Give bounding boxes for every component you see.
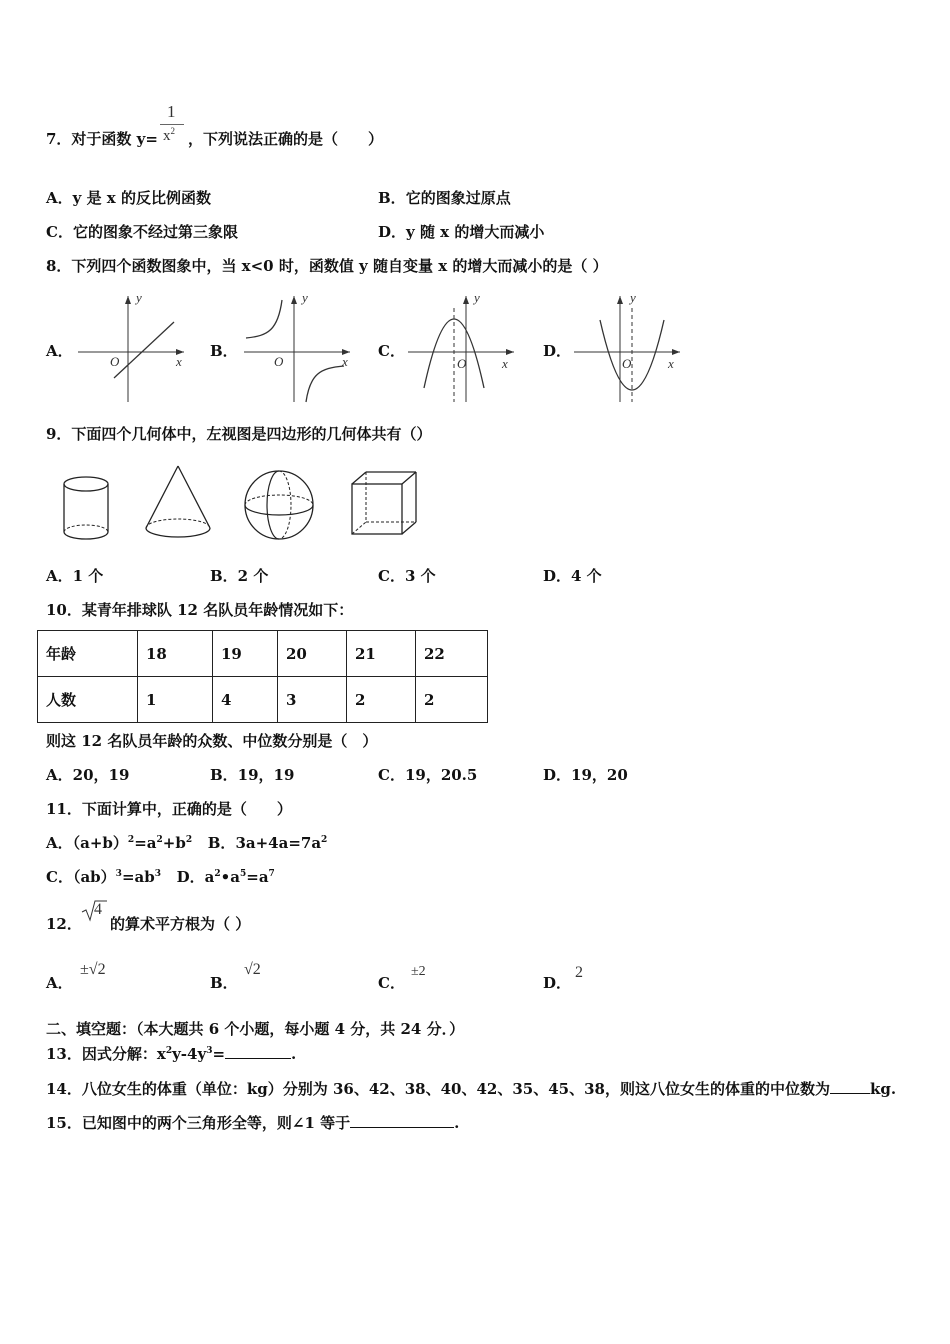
q8-option-c-label[interactable]: C． (378, 342, 405, 360)
q8-b-y-label: y (302, 290, 308, 305)
q11-option-b[interactable]: B．$3a+4a=7a^2$ (207, 834, 328, 852)
q8-b-origin: O (274, 354, 284, 369)
cylinder-icon (58, 474, 114, 544)
q10-option-a[interactable]: A．20，19 (46, 766, 130, 784)
q8-b-x-label: x (342, 354, 348, 369)
q14-answer-blank[interactable] (830, 1081, 870, 1094)
q9-option-d[interactable]: D．4 个 (543, 567, 602, 585)
q7-option-a[interactable]: A．y 是 x 的反比例函数 (46, 189, 211, 207)
cone-icon (140, 462, 216, 546)
q7-option-b[interactable]: B．它的图象过原点 (378, 189, 511, 207)
q8-graph-c (402, 290, 522, 405)
q12-number: 12． (46, 915, 82, 933)
q8-d-x-label: x (668, 356, 674, 371)
table-cell: 4 (213, 677, 278, 723)
q10-option-c[interactable]: C．19，20.5 (378, 766, 478, 784)
q10-question: 则这 12 名队员年龄的众数、中位数分别是（ ） (46, 732, 378, 750)
table-cell: 年龄 (38, 631, 138, 677)
q12-option-b-value[interactable]: √2 (244, 961, 261, 978)
table-row (38, 677, 488, 723)
q8-option-b-label[interactable]: B． (210, 342, 238, 360)
q8-graph-d (568, 290, 688, 405)
q7-fraction-numerator: 1 (167, 102, 176, 121)
q8-a-line (114, 322, 174, 378)
q12-option-b-label[interactable]: B． (210, 974, 238, 992)
q14-stem: 14．八位女生的体重（单位：kg）分别为 36、42、38、40、42、35、45、38，则这八位女生的体重的中位数为 kg. (46, 1080, 897, 1098)
table-cell: 1 (138, 677, 213, 723)
q10-option-d[interactable]: D．19，20 (543, 766, 628, 784)
q11-line-cd (46, 866, 275, 887)
q7-option-c[interactable]: C．它的图象不经过第三象限 (46, 223, 238, 241)
q13-stem: 13．因式分解：$x^2y-4y^3=$ . (46, 1045, 297, 1063)
q8-a-y-label: y (136, 290, 142, 305)
q12-stem: 的算术平方根为（ ） (110, 915, 251, 933)
table-cell: 2 (416, 677, 488, 723)
q10-stem: 10．某青年排球队 12 名队员年龄情况如下： (46, 601, 354, 619)
q12-option-d-value[interactable]: 2 (575, 964, 583, 981)
q7-fraction-denominator: $x^2$ (163, 126, 175, 144)
q8-d-y-label: y (630, 290, 636, 305)
table-cell: 19 (213, 631, 278, 677)
table-cell: 21 (347, 631, 416, 677)
q9-option-a[interactable]: A．1 个 (46, 567, 104, 585)
cube-icon (348, 468, 420, 538)
q12-option-a-label[interactable]: A． (46, 974, 73, 992)
q12-option-d-label[interactable]: D． (543, 974, 572, 992)
section-fill-in-title: 二、填空题：（本大题共 6 个小题，每小题 4 分，共 24 分．） (46, 1020, 465, 1038)
q11-option-a[interactable]: A．$(a+b)^2=a^2+b^2$ (46, 834, 193, 852)
table-cell: 3 (278, 677, 347, 723)
table-row (38, 631, 488, 677)
q11-line-ab (46, 832, 327, 853)
q11-stem: 11．下面计算中，正确的是（ ） (46, 800, 292, 818)
q13-answer-blank[interactable] (225, 1046, 291, 1059)
q11-option-d[interactable]: D．$a^2•a^5=a^7$ (176, 868, 275, 886)
sphere-icon (240, 466, 318, 544)
q12-option-c-label[interactable]: C． (378, 974, 405, 992)
table-cell: 22 (416, 631, 488, 677)
table-cell: 18 (138, 631, 213, 677)
q8-c-y-label: y (474, 290, 480, 305)
q8-graph-b (238, 290, 358, 405)
q9-option-b[interactable]: B．2 个 (210, 567, 269, 585)
q12-option-c-value[interactable]: ±2 (411, 964, 426, 979)
q8-stem: 8．下列四个函数图象中，当 x<0 时，函数值 y 随自变量 x 的增大而减小的是（ ） (46, 257, 608, 275)
q15-answer-blank[interactable] (350, 1115, 454, 1128)
table-cell: 人数 (38, 677, 138, 723)
q8-a-x-label: x (176, 354, 182, 369)
q10-option-b[interactable]: B．19，19 (210, 766, 295, 784)
q12-radicand: 4 (94, 901, 102, 918)
q8-c-x-label: x (502, 356, 508, 371)
q15-stem: 15．已知图中的两个三角形全等，则∠1 等于 . (46, 1114, 460, 1132)
q8-graph-a (72, 290, 192, 405)
q7-option-d[interactable]: D．y 随 x 的增大而减小 (378, 223, 545, 241)
q8-a-origin: O (110, 354, 120, 369)
q8-option-a-label[interactable]: A． (46, 342, 73, 360)
age-table (37, 630, 488, 723)
q9-stem: 9．下面四个几何体中，左视图是四边形的几何体共有（） (46, 425, 432, 443)
q8-d-origin: O (622, 356, 632, 371)
q8-c-origin: O (457, 356, 467, 371)
q7-fraction-bar (160, 124, 184, 125)
q8-b-branch-left (246, 300, 282, 338)
table-cell: 2 (347, 677, 416, 723)
q12-option-a-value[interactable]: ±√2 (80, 961, 106, 978)
q7-stem-prefix: 7．对于函数 y= (46, 130, 158, 148)
q7-stem-suffix: ，下列说法正确的是（ ） (188, 130, 384, 148)
q8-option-d-label[interactable]: D． (543, 342, 572, 360)
q11-option-c[interactable]: C．$(ab)^3=ab^3$ (46, 868, 161, 886)
table-cell: 20 (278, 631, 347, 677)
q8-b-branch-right (306, 366, 344, 402)
q9-option-c[interactable]: C．3 个 (378, 567, 436, 585)
